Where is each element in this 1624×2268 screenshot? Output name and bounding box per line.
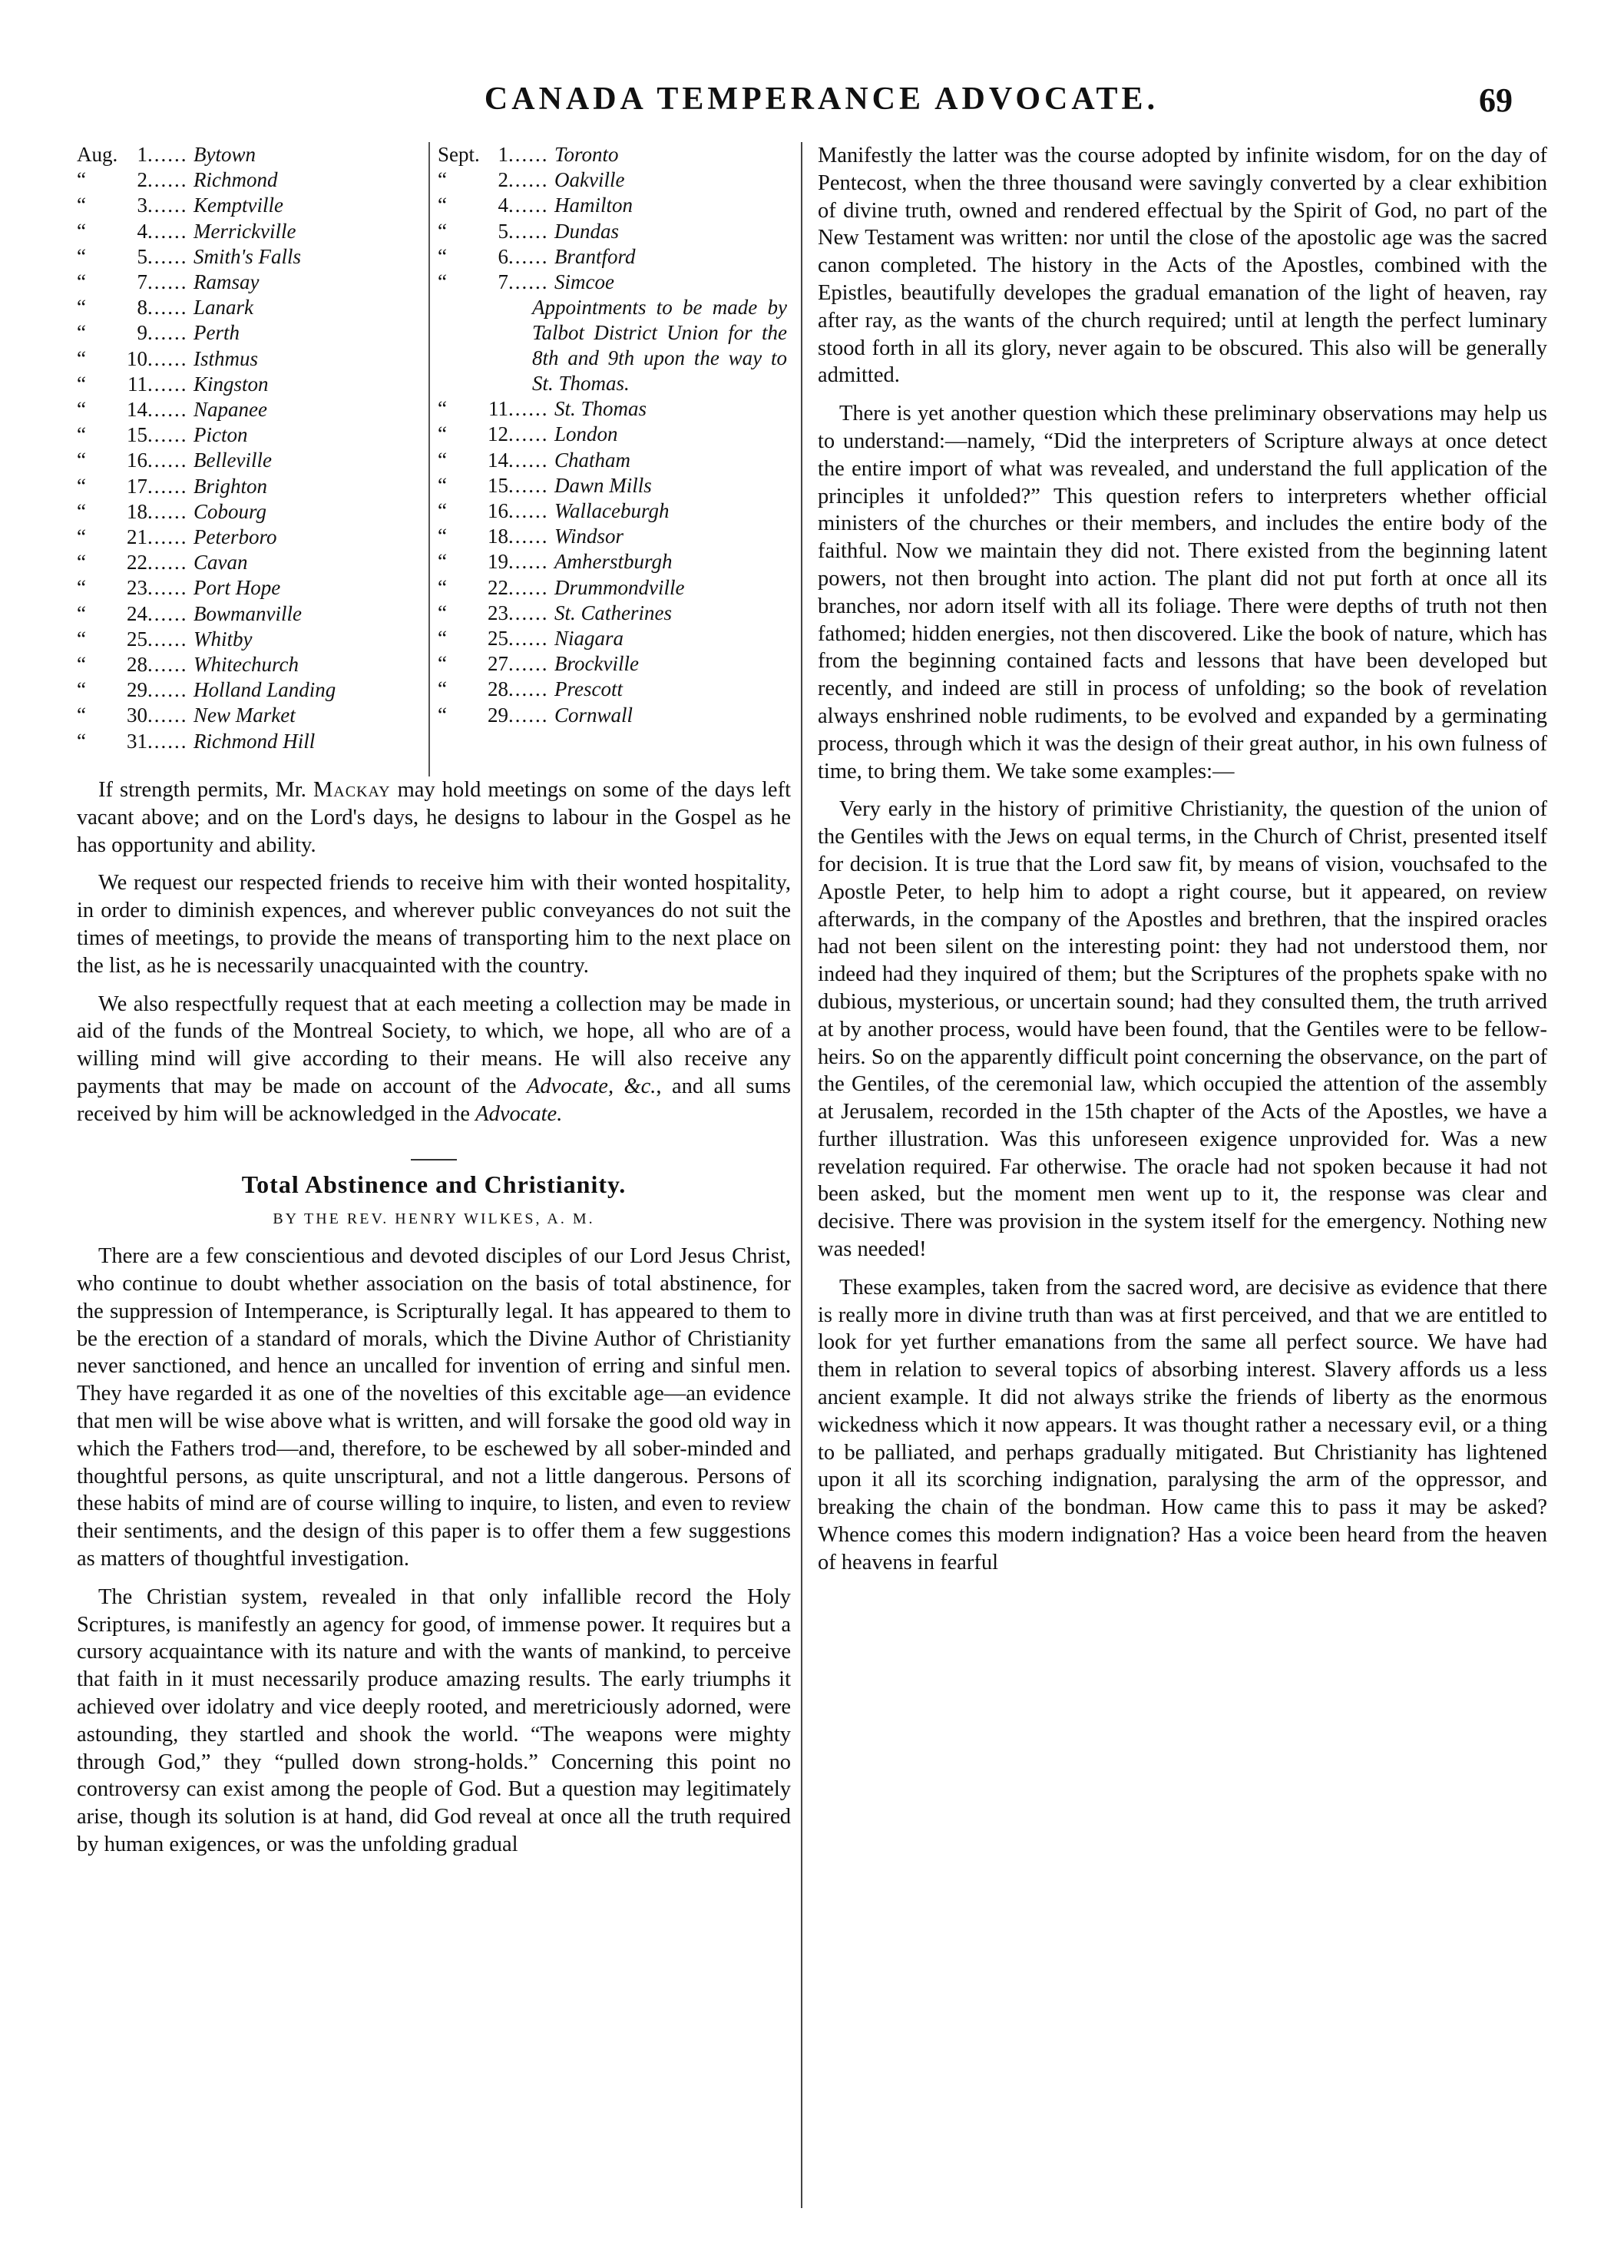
leader-dots: ...... <box>147 321 188 345</box>
schedule-place: Kingston <box>193 372 269 396</box>
schedule-day: 5 <box>498 219 508 243</box>
schedule-day: 15 <box>127 423 147 447</box>
leader-dots: ...... <box>147 296 188 320</box>
schedule-place: Brockville <box>554 652 639 676</box>
leader-dots: ...... <box>508 499 549 523</box>
schedule-month: “ <box>77 398 86 422</box>
schedule-place: Cavan <box>193 551 248 574</box>
schedule-day: 31 <box>127 729 147 753</box>
leader-dots: ...... <box>147 143 188 166</box>
schedule-september <box>438 142 787 728</box>
left-column <box>77 142 791 1869</box>
schedule-day: 27 <box>488 652 508 676</box>
schedule-day: 1 <box>137 143 147 166</box>
schedule-month: “ <box>77 296 86 320</box>
schedule-month: “ <box>438 244 447 268</box>
schedule-month: “ <box>77 321 86 345</box>
schedule-row <box>77 320 422 346</box>
schedule-place: Dawn Mills <box>554 473 652 497</box>
leader-dots: ...... <box>147 601 188 625</box>
leader-dots: ...... <box>147 474 188 498</box>
schedule-day: 25 <box>127 627 147 651</box>
article-paragraph-4: There is yet another question which these preliminary observations may help us to understand:—namely, “Did the interpreters of Scripture always at once detect the entire import of what was revealed, and understand the full application of the principles it unfolded?” This question refers to interpreters whether official ministers of the churches or their members, and includes the entire body of the faithful. Now we maintain they did not. There existed from the beginning latent powers, not then brought into action. The plant did not put forth at once all its branches, nor adorn itself with all its foliage. There were depths of truth not then fathomed; hidden energies, not then discovered. Like the book of nature, which has from the beginning contained facts and lessons that have been developed but recently, and indeed are still in process of unfolding; so the book of revelation always enshrined noble rudiments, to be evolved and expanded by a germinating process, through which it was the design of their great author, in his own fulness of time, to bring them. We take some examples:— <box>818 402 1547 783</box>
schedule-month: “ <box>438 652 447 676</box>
schedule-month: “ <box>77 678 86 702</box>
leader-dots: ...... <box>147 576 188 600</box>
schedule-row <box>438 575 787 601</box>
leader-dots: ...... <box>508 550 549 574</box>
schedule-month: “ <box>77 551 86 574</box>
schedule-day: 22 <box>488 575 508 599</box>
schedule-day: 19 <box>488 550 508 574</box>
schedule-month: “ <box>438 270 447 294</box>
leader-dots: ...... <box>147 270 188 294</box>
schedule-place: Bytown <box>193 143 256 166</box>
leader-dots: ...... <box>508 677 549 701</box>
schedule-row <box>438 549 787 574</box>
leader-dots: ...... <box>508 219 549 243</box>
leader-dots: ...... <box>508 627 549 651</box>
schedule-month: “ <box>438 627 447 651</box>
schedule-place: Amherstburgh <box>554 550 673 574</box>
schedule-day: 18 <box>127 499 147 523</box>
schedule-place: Wallaceburgh <box>554 499 670 523</box>
schedule-row <box>438 219 787 244</box>
schedule-row <box>77 474 422 499</box>
article-paragraph-6: These examples, taken from the sacred word, are decisive as evidence that there is really more in divine truth than was at first perceived, and that we are entitled to look for yet further emanations from the same all perfect source. We have had them in relation to several topics of absorbing interest. Slavery affords us a less ancient example. It did not always strike the friends of liberty as the enormous wickedness which it now appears. It was thought rather a necessary evil, or a thing to be palliated, and perhaps gradually mitigated. But Christianity has lightened upon it all its scorching indignation, paralysing the arm of the oppressor, and breaking the chain of the bondman. How came this to pass it may be asked? Whence comes this modern indignation? Has a voice been heard from the heaven of heavens in fearful <box>818 1275 1547 1574</box>
schedule-row <box>438 193 787 218</box>
schedule-month: “ <box>77 653 86 677</box>
schedule-place: St. Catherines <box>554 601 672 624</box>
schedule-month: “ <box>77 423 86 447</box>
schedule-place: Cobourg <box>193 499 267 523</box>
schedule-month: “ <box>77 270 86 294</box>
schedule-month: “ <box>438 194 447 217</box>
schedule-place: Cornwall <box>554 703 633 727</box>
section-rule <box>411 1159 457 1160</box>
schedule-note: Appointments to be made by Talbot District Union for the 8th and 9th upon the way to St. Thomas. <box>532 296 787 396</box>
schedule-place: Niagara <box>554 627 624 651</box>
schedule-day: 24 <box>127 601 147 625</box>
schedule-day: 5 <box>137 244 147 268</box>
schedule-row <box>77 729 422 754</box>
schedule-day: 23 <box>488 601 508 624</box>
schedule-day: 7 <box>137 270 147 294</box>
schedule-place: New Market <box>193 704 296 727</box>
schedule-place: Holland Landing <box>193 678 336 702</box>
schedule-row <box>77 422 422 448</box>
article-byline: BY THE REV. HENRY WILKES, A. M. <box>273 1210 595 1228</box>
schedule-place: Chatham <box>554 448 631 472</box>
leader-dots: ...... <box>508 422 549 446</box>
schedule-place: Drummondville <box>554 575 685 599</box>
schedule-row <box>438 601 787 626</box>
notice-paragraph-2: We request our respected friends to receive him with their wonted hospitality, in order to diminish expences, and wherever public conveyances do not suit the times of meetings, to provide the means of transporting him to the next place on the list, as he is necessarily unacquainted with the country. <box>77 871 791 978</box>
schedule-place: Prescott <box>554 677 623 701</box>
schedule-place: Toronto <box>554 143 619 166</box>
meeting-schedule <box>77 142 791 776</box>
schedule-place: Picton <box>193 423 248 447</box>
schedule-row <box>438 498 787 524</box>
leader-dots: ...... <box>147 627 188 651</box>
schedule-place: Merrickville <box>193 219 296 243</box>
schedule-row <box>438 142 787 167</box>
leader-dots: ...... <box>508 525 549 548</box>
schedule-row <box>438 244 787 270</box>
column-divider <box>801 142 802 2208</box>
schedule-row <box>438 270 787 295</box>
schedule-month: “ <box>77 219 86 243</box>
schedule-day: 23 <box>127 576 147 600</box>
leader-dots: ...... <box>147 398 188 422</box>
leader-dots: ...... <box>147 244 188 268</box>
schedule-row <box>77 167 422 193</box>
schedule-day: 14 <box>127 398 147 422</box>
schedule-day: 12 <box>488 422 508 446</box>
schedule-month: “ <box>438 448 447 472</box>
leader-dots: ...... <box>147 423 188 447</box>
schedule-row <box>77 372 422 397</box>
leader-dots: ...... <box>147 449 188 472</box>
schedule-month: “ <box>77 525 86 549</box>
leader-dots: ...... <box>508 270 549 294</box>
schedule-day: 6 <box>498 244 508 268</box>
schedule-row <box>77 295 422 320</box>
schedule-row <box>77 652 422 677</box>
schedule-month: “ <box>77 449 86 472</box>
schedule-day: 11 <box>488 397 508 421</box>
leader-dots: ...... <box>508 473 549 497</box>
schedule-month: “ <box>438 703 447 727</box>
leader-dots: ...... <box>147 168 188 192</box>
leader-dots: ...... <box>147 653 188 677</box>
schedule-place: Smith's Falls <box>193 244 302 268</box>
schedule-day: 4 <box>137 219 147 243</box>
schedule-day: 7 <box>498 270 508 294</box>
leader-dots: ...... <box>508 397 549 421</box>
schedule-place: Hamilton <box>554 194 633 217</box>
schedule-month: “ <box>438 397 447 421</box>
schedule-divider <box>428 142 430 776</box>
schedule-place: Belleville <box>193 449 272 472</box>
leader-dots: ...... <box>147 729 188 753</box>
schedule-day: 3 <box>137 194 147 217</box>
schedule-row <box>438 167 787 193</box>
schedule-place: Perth <box>193 321 240 345</box>
schedule-row <box>77 346 422 372</box>
leader-dots: ...... <box>147 219 188 243</box>
schedule-row <box>438 677 787 702</box>
schedule-place: Ramsay <box>193 270 260 294</box>
schedule-place: Oakville <box>554 168 625 192</box>
schedule-month: “ <box>438 677 447 701</box>
schedule-month: “ <box>438 601 447 624</box>
schedule-day: 2 <box>498 168 508 192</box>
schedule-place: Peterboro <box>193 525 277 549</box>
schedule-place: St. Thomas <box>554 397 647 421</box>
schedule-row <box>77 703 422 728</box>
leader-dots: ...... <box>508 601 549 624</box>
schedule-day: 15 <box>488 473 508 497</box>
schedule-month: “ <box>77 499 86 523</box>
leader-dots: ...... <box>508 244 549 268</box>
notice-paragraph-3: We also respectfully request that at each meeting a collection may be made in aid of the funds of the Montreal Society, to which, we hope, all who are of a willing mind will give according to their means. He will also receive any payments that may be made on account of the Advocate, &c., and all sums received by him will be acknowledged in the Advocate. <box>77 992 791 1126</box>
leader-dots: ...... <box>147 678 188 702</box>
schedule-day: 17 <box>127 474 147 498</box>
schedule-day: 21 <box>127 525 147 549</box>
schedule-row <box>77 677 422 703</box>
schedule-day: 10 <box>127 346 147 370</box>
schedule-place: London <box>554 422 618 446</box>
schedule-day: 1 <box>498 143 508 166</box>
right-column <box>818 142 1547 1588</box>
schedule-row <box>77 193 422 218</box>
schedule-month: Aug. <box>77 143 118 166</box>
leader-dots: ...... <box>147 525 188 549</box>
schedule-month: “ <box>438 499 447 523</box>
notice-paragraph-1: If strength permits, Mr. Mackay may hold meetings on some of the days left vacant above; and on the Lord's days, he designs to labour in the Gospel as he has opportunity and ability. <box>77 778 791 857</box>
schedule-row <box>77 270 422 295</box>
schedule-day: 25 <box>488 627 508 651</box>
schedule-row <box>77 219 422 244</box>
schedule-month: “ <box>77 346 86 370</box>
schedule-place: Richmond <box>193 168 278 192</box>
leader-dots: ...... <box>147 346 188 370</box>
schedule-day: 2 <box>137 168 147 192</box>
schedule-row <box>438 396 787 422</box>
schedule-month: “ <box>77 474 86 498</box>
schedule-month: “ <box>77 372 86 396</box>
schedule-day: 30 <box>127 704 147 727</box>
schedule-day: 9 <box>137 321 147 345</box>
page-header <box>131 81 1513 127</box>
schedule-place: Brighton <box>193 474 268 498</box>
schedule-row <box>438 448 787 473</box>
schedule-month: “ <box>438 525 447 548</box>
schedule-month: Sept. <box>438 143 480 166</box>
schedule-row <box>438 473 787 498</box>
leader-dots: ...... <box>147 499 188 523</box>
schedule-month: “ <box>77 704 86 727</box>
schedule-month: “ <box>438 168 447 192</box>
schedule-place: Port Hope <box>193 576 281 600</box>
schedule-row <box>438 524 787 549</box>
schedule-row <box>77 575 422 601</box>
leader-dots: ...... <box>147 551 188 574</box>
schedule-row <box>77 448 422 473</box>
schedule-row <box>438 626 787 651</box>
schedule-place: Kemptville <box>193 194 283 217</box>
schedule-month: “ <box>438 219 447 243</box>
schedule-day: 22 <box>127 551 147 574</box>
schedule-month: “ <box>77 244 86 268</box>
page-number: 69 <box>1479 81 1513 119</box>
schedule-day: 29 <box>127 678 147 702</box>
schedule-day: 28 <box>127 653 147 677</box>
schedule-month: “ <box>77 194 86 217</box>
schedule-place: Windsor <box>554 525 624 548</box>
schedule-row <box>77 525 422 550</box>
article-paragraph-1: There are a few conscientious and devoted disciples of our Lord Jesus Christ, who continue to doubt whether association on the basis of total abstinence, for the suppression of Intemperance, is Scripturally legal. It has appeared to them to be the erection of a standard of morals, which the Divine Author of Christianity never sanctioned, and hence an uncalled for invention of erring and sinful men. They have regarded it as one of the novelties of this excitable age—an evidence that men will be wise above what is written, and will forsake the good old way in which the Fathers trod—and, therefore, to be eschewed by all sober-minded and thoughtful persons, as quite unscriptural, and not a little dangerous. Persons of these habits of mind are of course willing to inquire, to listen, and even to review their sentiments, and the design of this paper is to offer them a few suggestions as matters of thoughtful investigation. <box>77 1244 791 1571</box>
leader-dots: ...... <box>147 194 188 217</box>
leader-dots: ...... <box>147 372 188 396</box>
schedule-row <box>77 550 422 575</box>
schedule-row <box>438 422 787 447</box>
leader-dots: ...... <box>508 703 549 727</box>
leader-dots: ...... <box>147 704 188 727</box>
schedule-month: “ <box>77 627 86 651</box>
schedule-row <box>77 142 422 167</box>
schedule-month: “ <box>438 550 447 574</box>
schedule-month: “ <box>438 473 447 497</box>
schedule-place: Whitechurch <box>193 653 299 677</box>
schedule-place: Simcoe <box>554 270 614 294</box>
schedule-august <box>77 142 422 754</box>
leader-dots: ...... <box>508 575 549 599</box>
schedule-day: 11 <box>127 372 147 396</box>
leader-dots: ...... <box>508 143 549 166</box>
schedule-month: “ <box>77 576 86 600</box>
schedule-month: “ <box>77 168 86 192</box>
schedule-day: 16 <box>127 449 147 472</box>
schedule-row <box>77 244 422 270</box>
schedule-day: 28 <box>488 677 508 701</box>
article-paragraph-3: Manifestly the latter was the course adopted by infinite wisdom, for on the day of Pentecost, when the three thousand were savingly converted by a clear exhibition of divine truth, owned and rendered effectual by the Spirit of God, no part of the New Testament was written: nor until the close of the apostolic age was the sacred canon completed. The history in the Acts of the Apostles, combined with the Epistles, beautifully developes the gradual emanation of the light of heaven, ray after ray, as the wants of the church required; until at length the perfect luminary stood forth in all its glory, never again to be obscured. This also will be generally admitted. <box>818 144 1547 388</box>
schedule-place: Brantford <box>554 244 636 268</box>
article-paragraph-5: Very early in the history of primitive Christianity, the question of the union of the Gentiles with the Jews on equal terms, in the Church of Christ, presented itself for decision. It is true that the Lord saw fit, by means of vision, vouchsafed to the Apostle Peter, to help him to adopt a right course, but it appeared, on review afterwards, in the company of the Apostles and brethren, that the inspired oracles had not been silent on the interesting point: they had not understood them, nor indeed had they inquired of them; but the Scriptures of the prophets spake with no dubious, mysterious, or uncertain sound; had they consulted them, the truth arrived at by another process, would have been found, that the Gentiles were to be fellow-heirs. So on the apparently difficult point concerning the observance, on the part of the Gentiles, of the ceremonial law, which occupied the attention of the assembly at Jerusalem, recorded in the 15th chapter of the Acts of the Apostles, we have a further illustration. Was this unforeseen exigence unprovided for. Was a new revelation required. Far otherwise. The oracle had not spoken because it had not been asked, but the moment men went up to it, the response was clear and decisive. There was provision in the system itself for the emergency. Nothing new was needed! <box>818 797 1547 1262</box>
article-title: Total Abstinence and Christianity. <box>241 1170 627 1198</box>
schedule-row <box>77 627 422 652</box>
schedule-month: “ <box>438 422 447 446</box>
schedule-place: Whitby <box>193 627 253 651</box>
schedule-month: “ <box>77 729 86 753</box>
schedule-row <box>77 499 422 525</box>
schedule-day: 4 <box>498 194 508 217</box>
schedule-day: 8 <box>137 296 147 320</box>
leader-dots: ...... <box>508 652 549 676</box>
leader-dots: ...... <box>508 194 549 217</box>
schedule-place: Richmond Hill <box>193 729 316 753</box>
schedule-row <box>438 703 787 728</box>
schedule-day: 18 <box>488 525 508 548</box>
schedule-month: “ <box>438 575 447 599</box>
schedule-day: 29 <box>488 703 508 727</box>
schedule-place: Bowmanville <box>193 601 302 625</box>
schedule-day: 16 <box>488 499 508 523</box>
running-title: CANADA TEMPERANCE ADVOCATE. <box>484 81 1159 117</box>
schedule-place: Lanark <box>193 296 254 320</box>
schedule-place: Isthmus <box>193 346 259 370</box>
schedule-place: Napanee <box>193 398 267 422</box>
leader-dots: ...... <box>508 448 549 472</box>
schedule-row <box>77 601 422 627</box>
schedule-row <box>438 651 787 677</box>
schedule-month: “ <box>77 601 86 625</box>
article-paragraph-2: The Christian system, revealed in that only infallible record the Holy Scriptures, is manifestly an agency for good, of immense power. It requires but a cursory acquaintance with its nature and with the wants of mankind, to perceive that faith in it must necessarily produce amazing results. The early triumphs it achieved over idolatry and vice deeply rooted, and meretriciously adorned, were astounding, they startled and shook the world. “The weapons were mighty through God,” they “pulled down strong-holds.” Concerning this point no controversy can exist among the people of God. But a question may legitimately arise, though its solution is at hand, did God reveal at once all the truth required by human exigences, or was the unfolding gradual <box>77 1584 791 1856</box>
schedule-place: Dundas <box>554 219 620 243</box>
schedule-row <box>77 397 422 422</box>
schedule-day: 14 <box>488 448 508 472</box>
leader-dots: ...... <box>508 168 549 192</box>
